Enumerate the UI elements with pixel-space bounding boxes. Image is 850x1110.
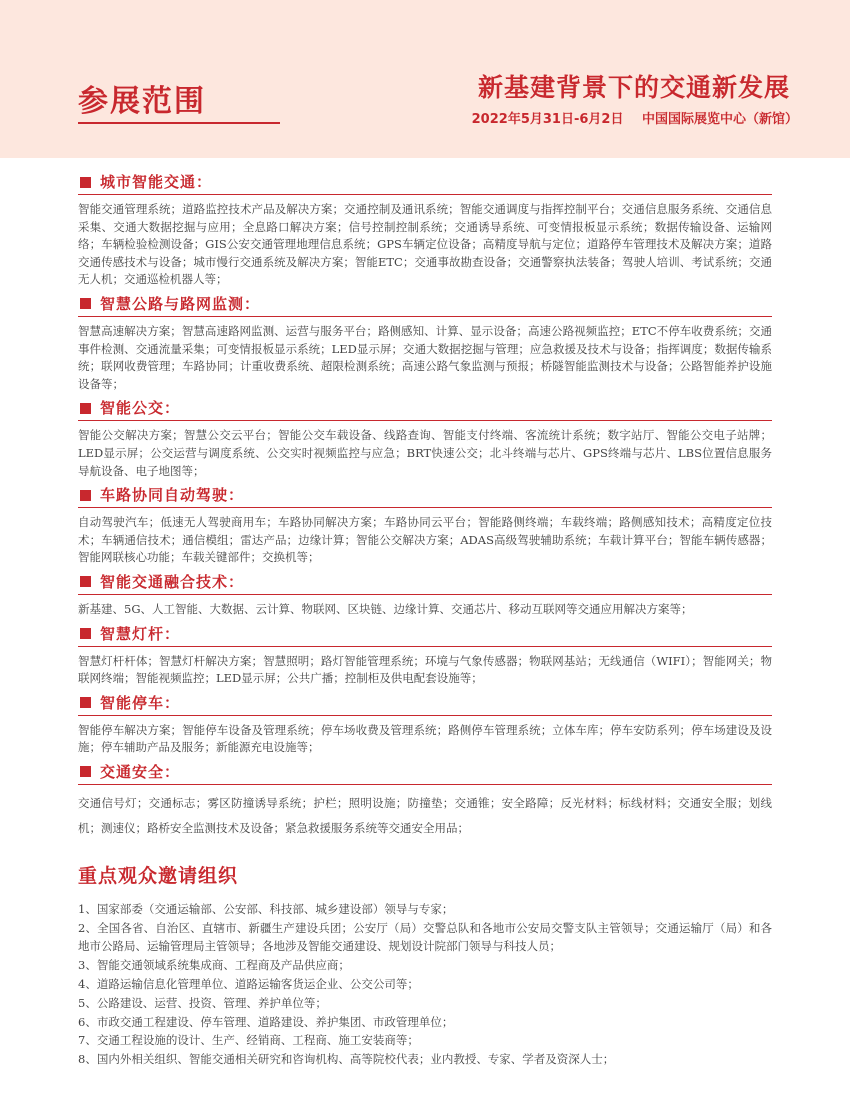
section-heading <box>78 762 772 785</box>
section-title: 车路协同自动驾驶： <box>100 486 245 505</box>
square-bullet-icon <box>80 403 91 414</box>
section-fusion-tech <box>78 572 772 619</box>
exhibit-scope <box>78 172 772 1069</box>
exhibition-theme: 新基建背景下的交通新发展 <box>477 73 790 102</box>
section-smart-parking <box>78 693 772 757</box>
section-smart-bus <box>78 398 772 480</box>
section-title: 城市智能交通： <box>100 173 213 191</box>
square-bullet-icon <box>80 766 91 777</box>
square-bullet-icon <box>80 490 91 501</box>
list-item: 6、市政交通工程建设、停车管理、道路建设、养护集团、市政管理单位； <box>78 1014 454 1029</box>
section-heading <box>78 693 772 716</box>
section-title: 智慧公路与路网监测： <box>100 294 261 313</box>
section-heading <box>78 485 772 508</box>
list-item: 2、全国各省、自治区、直辖市、新疆生产建设兵团；公安厅（局）交警总队和各地市公安局交警支队主管领导；交通运输厅（局）和各地市公路局、运输管理局主管领导；各地涉及智能交通建设、规划设计院部门领导与科技人员； <box>78 920 772 954</box>
page-title: 参展范围 <box>78 84 206 119</box>
event-info <box>472 108 798 127</box>
page-header <box>0 0 850 158</box>
section-body: 自动驾驶汽车；低速无人驾驶商用车；车路协同解决方案；车路协同云平台；智能路侧终端；车载终端；路侧感知技术；高精度定位技术；车辆通信技术；通信模组；雷达产品；边缘计算；智能公交解决方案；ADAS高级驾驶辅助系统；车载计算平台；智能车辆传感器；智能网联核心功能；车载关键部件；交换机等； <box>78 515 772 565</box>
section-heading <box>78 294 772 317</box>
list-item: 8、国内外相关组织、智能交通相关研究和咨询机构、高等院校代表；业内教授、专家、学者及资深人士； <box>78 1052 615 1067</box>
list-item: 5、公路建设、运营、投资、管理、养护单位等； <box>78 995 327 1010</box>
section-title: 智慧灯杆： <box>100 624 181 643</box>
list-item: 1、国家部委（交通运输部、公安部、科技部、城乡建设部）领导与专家； <box>78 901 454 916</box>
section-smart-highway <box>78 294 772 393</box>
section-title: 智能公交： <box>100 399 181 418</box>
invite-heading: 重点观众邀请组织 <box>78 864 239 887</box>
section-smart-pole <box>78 624 772 688</box>
title-underline <box>78 122 280 124</box>
square-bullet-icon <box>80 628 91 639</box>
section-heading <box>78 172 772 195</box>
square-bullet-icon <box>80 298 91 309</box>
list-item: 4、道路运输信息化管理单位、道路运输客货运企业、公交公司等； <box>78 977 419 992</box>
section-body: 智能公交解决方案；智慧公交云平台；智能公交车载设备、线路查询、智能支付终端、客流统计系统；数字站厅、智能公交电子站牌；LED显示屏；公交运营与调度系统、公交实时视频监控与应急；BRT快速公交；北斗终端与芯片、GPS终端与芯片、LBS位置信息服务导航设备、电子地图等； <box>78 428 772 478</box>
section-body: 交通信号灯；交通标志；雾区防撞诱导系统；护栏；照明设施；防撞垫；交通锥；安全路障；反光材料；标线材料；交通安全服；划线机；测速仪；路桥安全监测技术及设备；紧急救援服务系统等交通安全用品； <box>78 795 772 835</box>
square-bullet-icon <box>80 177 91 188</box>
invite-list <box>78 900 772 1069</box>
square-bullet-icon <box>80 576 91 587</box>
section-urban-its <box>78 172 772 289</box>
section-v2x-autonomous <box>78 485 772 567</box>
section-body: 智慧高速解决方案；智慧高速路网监测、运营与服务平台；路侧感知、计算、显示设备；高速公路视频监控；ETC不停车收费系统；交通事件检测、交通流量采集；可变情报板显示系统；LED显示屏；交通大数据挖掘与管理；应急救援及技术与设备；指挥调度；数据传输系统；联网收费管理；车路协同；计重收费系统、超限检测系统；高速公路气象监测与预报；桥隧智能监测技术与设备；公路智能养护设施设备等； <box>78 323 772 391</box>
event-venue: 中国国际展览中心（新馆） <box>641 112 798 127</box>
section-body: 智慧灯杆杆体；智慧灯杆解决方案；智慧照明；路灯智能管理系统；环境与气象传感器；物联网基站；无线通信（WIFI）；智能网关；物联网终端；智能视频监控；LED显示屏；公共广播；控制柜及供电配套设施等； <box>78 653 772 686</box>
section-heading <box>78 624 772 647</box>
section-title: 智能停车： <box>100 693 181 712</box>
section-title: 交通安全： <box>100 762 181 781</box>
list-item: 7、交通工程设施的设计、生产、经销商、工程商、施工安装商等； <box>78 1033 419 1048</box>
section-heading <box>78 572 772 595</box>
event-date: 2022年5月31日-6月2日 <box>471 112 624 127</box>
section-body: 智能交通管理系统；道路监控技术产品及解决方案；交通控制及通讯系统；智能交通调度与指挥控制平台；交通信息服务系统、交通信息采集、交通大数据挖掘与应用；全息路口解决方案；信号控制控制系统；交通诱导系统、可变情报板显示系统；数据传输设备、运输网络；车辆检验检测设备；GIS公安交通管理地理信息系统；GPS车辆定位设备；高精度导航与定位；道路停车管理技术及解决方案；道路交通传感技术与设备；城市慢行交通系统及解决方案；智能ETC；交通事故勘查设备；交通警察执法装备；驾驶人培训、考试系统；交通无人机；交通巡检机器人等； <box>78 202 772 287</box>
section-body: 新基建、5G、人工智能、大数据、云计算、物联网、区块链、边缘计算、交通芯片、移动互联网等交通应用解决方案等； <box>78 601 693 616</box>
section-body: 智能停车解决方案；智能停车设备及管理系统；停车场收费及管理系统；路侧停车管理系统；立体车库；停车安防系列；停车场建设及设施；停车辅助产品及服务；新能源充电设施等； <box>78 722 772 755</box>
square-bullet-icon <box>80 697 91 708</box>
section-title: 智能交通融合技术： <box>100 572 245 591</box>
section-traffic-safety <box>78 762 772 841</box>
section-heading <box>78 398 772 421</box>
list-item: 3、智能交通领域系统集成商、工程商及产品供应商； <box>78 958 350 973</box>
